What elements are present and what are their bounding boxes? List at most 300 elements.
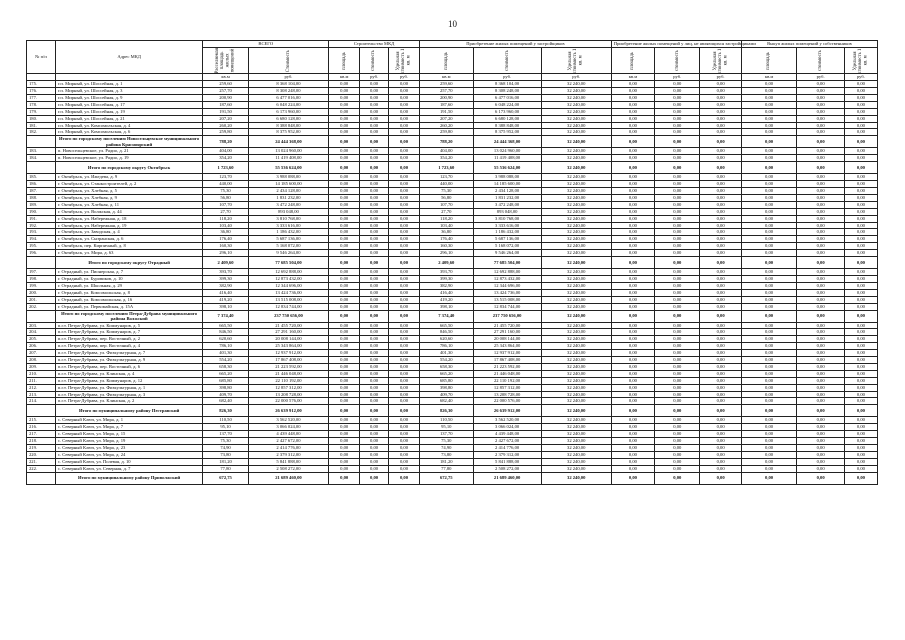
developer-area: 110,50 bbox=[419, 417, 473, 424]
developer-unit-cost: 32 240,00 bbox=[541, 122, 611, 129]
developer-cost: 77 685 504,00 bbox=[473, 257, 541, 269]
total-cost: 3 810 768,00 bbox=[248, 215, 328, 222]
nondeveloper-area: 0,00 bbox=[611, 343, 654, 350]
row-address: г. Отрадный, ул. Комсомольская, д. 16 bbox=[55, 296, 202, 303]
developer-area: 786,10 bbox=[419, 343, 473, 350]
developer-cost: 21 455 720,00 bbox=[473, 322, 541, 329]
buyout-area: 0,00 bbox=[741, 357, 797, 364]
buyout-area: 0,00 bbox=[741, 424, 797, 431]
total-area: 685,80 bbox=[203, 377, 248, 384]
unit-cell: руб. bbox=[389, 74, 420, 81]
nondeveloper-area: 0,00 bbox=[611, 257, 654, 269]
nondeveloper-cost: 0,00 bbox=[655, 269, 700, 276]
table-row bbox=[27, 398, 878, 405]
row-address: г.п. Мирный, ул. Шоссейная, д. 21 bbox=[55, 115, 202, 122]
row-address: п.г.т. Петра-Дубрава, ул. Коммунаров, д. 7 bbox=[55, 329, 202, 336]
nondeveloper-cost: 0,00 bbox=[655, 377, 700, 384]
total-area: 788,20 bbox=[203, 136, 248, 148]
build-cost: 0,00 bbox=[360, 201, 389, 208]
total-cost: 4 439 448,00 bbox=[248, 431, 328, 438]
buyout-area: 0,00 bbox=[741, 363, 797, 370]
buyout-cost: 0,00 bbox=[797, 122, 844, 129]
developer-unit-cost: 32 240,00 bbox=[541, 155, 611, 162]
developer-area: 181,20 bbox=[419, 458, 473, 465]
row-number: 191. bbox=[27, 215, 56, 222]
buyout-cost: 0,00 bbox=[797, 451, 844, 458]
build-area: 0,00 bbox=[329, 155, 360, 162]
nondeveloper-area: 0,00 bbox=[611, 115, 654, 122]
build-area: 0,00 bbox=[329, 162, 360, 174]
subheader-cell: Удельная стоимость 1 кв. м bbox=[844, 47, 877, 73]
developer-unit-cost: 32 240,00 bbox=[541, 417, 611, 424]
build-cost: 0,00 bbox=[360, 384, 389, 391]
table-row bbox=[27, 391, 878, 398]
developer-area: 176,40 bbox=[419, 236, 473, 243]
nondeveloper-unit-cost: 0,00 bbox=[700, 282, 741, 289]
buyout-area: 0,00 bbox=[741, 250, 797, 257]
developer-cost: 2 434 128,00 bbox=[473, 188, 541, 195]
nondeveloper-area: 0,00 bbox=[611, 296, 654, 303]
build-unit-cost: 0,00 bbox=[389, 343, 420, 350]
buyout-area: 0,00 bbox=[741, 122, 797, 129]
row-address: с. Северный Ключ, ул. Мира, д. 15 bbox=[55, 431, 202, 438]
total-area: 36,80 bbox=[203, 229, 248, 236]
developer-area: 107,70 bbox=[419, 201, 473, 208]
build-cost: 0,00 bbox=[360, 229, 389, 236]
buyout-area: 0,00 bbox=[741, 405, 797, 417]
row-number: 212. bbox=[27, 384, 56, 391]
total-area: 399,30 bbox=[203, 275, 248, 282]
buyout-unit-cost: 0,00 bbox=[844, 115, 877, 122]
total-cost: 22 110 192,00 bbox=[248, 377, 328, 384]
build-cost: 0,00 bbox=[360, 115, 389, 122]
build-area: 0,00 bbox=[329, 282, 360, 289]
build-area: 0,00 bbox=[329, 391, 360, 398]
subheader-cell: стоимость bbox=[797, 47, 844, 73]
developer-area: 404,00 bbox=[419, 148, 473, 155]
developer-unit-cost: 32 240,00 bbox=[541, 465, 611, 472]
table-row bbox=[27, 377, 878, 384]
row-address: Итого по городскому округу Октябрьск bbox=[55, 162, 202, 174]
build-unit-cost: 0,00 bbox=[389, 350, 420, 357]
build-unit-cost: 0,00 bbox=[389, 81, 420, 88]
build-area: 0,00 bbox=[329, 275, 360, 282]
total-area: 187,60 bbox=[203, 101, 248, 108]
nondeveloper-area: 0,00 bbox=[611, 370, 654, 377]
nondeveloper-unit-cost: 0,00 bbox=[700, 289, 741, 296]
total-cost: 12 857 312,00 bbox=[248, 384, 328, 391]
buyout-area: 0,00 bbox=[741, 303, 797, 310]
developer-cost: 26 639 912,00 bbox=[473, 405, 541, 417]
build-cost: 0,00 bbox=[360, 391, 389, 398]
table-row bbox=[27, 357, 878, 364]
developer-area: 393,70 bbox=[419, 269, 473, 276]
build-cost: 0,00 bbox=[360, 129, 389, 136]
buyout-area: 0,00 bbox=[741, 370, 797, 377]
nondeveloper-cost: 0,00 bbox=[655, 424, 700, 431]
subtotal-row bbox=[27, 257, 878, 269]
buyout-cost: 0,00 bbox=[797, 236, 844, 243]
nondeveloper-cost: 0,00 bbox=[655, 215, 700, 222]
buyout-area: 0,00 bbox=[741, 94, 797, 101]
build-cost: 0,00 bbox=[360, 343, 389, 350]
developer-area: 137,70 bbox=[419, 431, 473, 438]
developer-unit-cost: 32 240,00 bbox=[541, 350, 611, 357]
developer-area: 260,20 bbox=[419, 122, 473, 129]
total-cost: 8 308 248,00 bbox=[248, 88, 328, 95]
developer-cost: 21 689 460,00 bbox=[473, 472, 541, 484]
buyout-area: 0,00 bbox=[741, 398, 797, 405]
buyout-area: 0,00 bbox=[741, 322, 797, 329]
total-area: 56,80 bbox=[203, 194, 248, 201]
developer-area: 259,60 bbox=[419, 81, 473, 88]
total-area: 259,60 bbox=[203, 81, 248, 88]
developer-unit-cost: 32 240,00 bbox=[541, 194, 611, 201]
nondeveloper-area: 0,00 bbox=[611, 148, 654, 155]
developer-unit-cost: 32 240,00 bbox=[541, 445, 611, 452]
total-cost: 5 168 072,00 bbox=[248, 243, 328, 250]
build-cost: 0,00 bbox=[360, 357, 389, 364]
buyout-area: 0,00 bbox=[741, 417, 797, 424]
row-address: г. Октябрьск, ул. Заводская, д. 4 bbox=[55, 229, 202, 236]
nondeveloper-unit-cost: 0,00 bbox=[700, 188, 741, 195]
build-cost: 0,00 bbox=[360, 398, 389, 405]
build-unit-cost: 0,00 bbox=[389, 417, 420, 424]
buyout-unit-cost: 0,00 bbox=[844, 350, 877, 357]
build-cost: 0,00 bbox=[360, 162, 389, 174]
developer-area: 554,20 bbox=[419, 357, 473, 364]
buyout-area: 0,00 bbox=[741, 215, 797, 222]
build-unit-cost: 0,00 bbox=[389, 181, 420, 188]
nondeveloper-cost: 0,00 bbox=[655, 136, 700, 148]
total-area: 826,30 bbox=[203, 405, 248, 417]
build-area: 0,00 bbox=[329, 431, 360, 438]
build-cost: 0,00 bbox=[360, 81, 389, 88]
table-row bbox=[27, 194, 878, 201]
build-unit-cost: 0,00 bbox=[389, 201, 420, 208]
developer-area: 788,20 bbox=[419, 136, 473, 148]
developer-cost: 12 857 312,00 bbox=[473, 384, 541, 391]
row-number: 187. bbox=[27, 188, 56, 195]
developer-cost: 11 419 408,00 bbox=[473, 155, 541, 162]
unit-cell: руб. bbox=[473, 74, 541, 81]
build-cost: 0,00 bbox=[360, 350, 389, 357]
developer-cost: 3 066 024,00 bbox=[473, 424, 541, 431]
row-address: п.г.т. Петра-Дубрава, ул. Физкультурная, д. 7 bbox=[55, 350, 202, 357]
nondeveloper-area: 0,00 bbox=[611, 215, 654, 222]
total-area: 73,80 bbox=[203, 451, 248, 458]
nondeveloper-cost: 0,00 bbox=[655, 208, 700, 215]
developer-cost: 12 834 744,00 bbox=[473, 303, 541, 310]
total-area: 665,20 bbox=[203, 370, 248, 377]
total-cost: 26 639 912,00 bbox=[248, 405, 328, 417]
nondeveloper-cost: 0,00 bbox=[655, 472, 700, 484]
nondeveloper-cost: 0,00 bbox=[655, 329, 700, 336]
build-area: 0,00 bbox=[329, 269, 360, 276]
nondeveloper-cost: 0,00 bbox=[655, 438, 700, 445]
buyout-unit-cost: 0,00 bbox=[844, 417, 877, 424]
total-area: 77,80 bbox=[203, 465, 248, 472]
nondeveloper-area: 0,00 bbox=[611, 431, 654, 438]
buyout-unit-cost: 0,00 bbox=[844, 174, 877, 181]
buyout-unit-cost: 0,00 bbox=[844, 236, 877, 243]
buyout-area: 0,00 bbox=[741, 115, 797, 122]
table-row bbox=[27, 188, 878, 195]
developer-unit-cost: 32 240,00 bbox=[541, 424, 611, 431]
nondeveloper-cost: 0,00 bbox=[655, 431, 700, 438]
developer-area: 399,30 bbox=[419, 275, 473, 282]
buyout-unit-cost: 0,00 bbox=[844, 310, 877, 322]
unit-cell: руб. bbox=[248, 74, 328, 81]
developer-unit-cost: 32 240,00 bbox=[541, 181, 611, 188]
buyout-unit-cost: 0,00 bbox=[844, 194, 877, 201]
build-area: 0,00 bbox=[329, 136, 360, 148]
developer-unit-cost: 32 240,00 bbox=[541, 357, 611, 364]
developer-area: 257,70 bbox=[419, 88, 473, 95]
subheader-cell: Стоимость bbox=[248, 47, 328, 73]
build-cost: 0,00 bbox=[360, 236, 389, 243]
table-row bbox=[27, 243, 878, 250]
table-row bbox=[27, 384, 878, 391]
row-address: г. Октябрьск, ул. Волжская, д. 44 bbox=[55, 208, 202, 215]
row-number: 177. bbox=[27, 94, 56, 101]
build-cost: 0,00 bbox=[360, 465, 389, 472]
buyout-cost: 0,00 bbox=[797, 350, 844, 357]
developer-cost: 12 873 432,00 bbox=[473, 275, 541, 282]
developer-area: 826,30 bbox=[419, 405, 473, 417]
total-cost: 8 368 104,00 bbox=[248, 81, 328, 88]
developer-unit-cost: 32 240,00 bbox=[541, 310, 611, 322]
developer-cost: 6 680 128,00 bbox=[473, 115, 541, 122]
developer-cost: 12 937 912,00 bbox=[473, 350, 541, 357]
nondeveloper-cost: 0,00 bbox=[655, 343, 700, 350]
subheader-cell: площадь bbox=[329, 47, 360, 73]
group-nondeveloper-header: Приобретение жилых помещений у лиц, не являющихся застройщиками bbox=[611, 41, 741, 48]
nondeveloper-cost: 0,00 bbox=[655, 391, 700, 398]
build-cost: 0,00 bbox=[360, 405, 389, 417]
build-cost: 0,00 bbox=[360, 155, 389, 162]
developer-unit-cost: 32 240,00 bbox=[541, 174, 611, 181]
buyout-area: 0,00 bbox=[741, 236, 797, 243]
buyout-unit-cost: 0,00 bbox=[844, 94, 877, 101]
nondeveloper-area: 0,00 bbox=[611, 250, 654, 257]
row-number: 210. bbox=[27, 370, 56, 377]
developer-area: 620,60 bbox=[419, 336, 473, 343]
nondeveloper-unit-cost: 0,00 bbox=[700, 243, 741, 250]
build-area: 0,00 bbox=[329, 350, 360, 357]
unit-cell: кв.м bbox=[203, 74, 248, 81]
buyout-unit-cost: 0,00 bbox=[844, 289, 877, 296]
buyout-area: 0,00 bbox=[741, 257, 797, 269]
build-cost: 0,00 bbox=[360, 250, 389, 257]
build-area: 0,00 bbox=[329, 445, 360, 452]
total-area: 401,30 bbox=[203, 350, 248, 357]
build-unit-cost: 0,00 bbox=[389, 424, 420, 431]
buyout-cost: 0,00 bbox=[797, 289, 844, 296]
buyout-cost: 0,00 bbox=[797, 405, 844, 417]
col-num-header: № п/п bbox=[27, 41, 56, 74]
nondeveloper-unit-cost: 0,00 bbox=[700, 417, 741, 424]
table-row bbox=[27, 122, 878, 129]
nondeveloper-unit-cost: 0,00 bbox=[700, 194, 741, 201]
nondeveloper-unit-cost: 0,00 bbox=[700, 458, 741, 465]
developer-cost: 3 333 616,00 bbox=[473, 222, 541, 229]
buyout-unit-cost: 0,00 bbox=[844, 458, 877, 465]
developer-unit-cost: 32 240,00 bbox=[541, 81, 611, 88]
nondeveloper-unit-cost: 0,00 bbox=[700, 174, 741, 181]
subheader-cell: стоимость bbox=[360, 47, 389, 73]
table-row bbox=[27, 350, 878, 357]
buyout-area: 0,00 bbox=[741, 296, 797, 303]
developer-cost: 14 185 600,00 bbox=[473, 181, 541, 188]
build-unit-cost: 0,00 bbox=[389, 303, 420, 310]
subheader-cell: Удельная стоимость 1 кв. м bbox=[541, 47, 611, 73]
buyout-cost: 0,00 bbox=[797, 445, 844, 452]
buyout-unit-cost: 0,00 bbox=[844, 405, 877, 417]
nondeveloper-area: 0,00 bbox=[611, 438, 654, 445]
developer-cost: 893 048,00 bbox=[473, 208, 541, 215]
row-number: 209. bbox=[27, 363, 56, 370]
build-cost: 0,00 bbox=[360, 424, 389, 431]
row-number: 221. bbox=[27, 458, 56, 465]
build-area: 0,00 bbox=[329, 465, 360, 472]
row-number: 211. bbox=[27, 377, 56, 384]
nondeveloper-unit-cost: 0,00 bbox=[700, 108, 741, 115]
buyout-unit-cost: 0,00 bbox=[844, 215, 877, 222]
nondeveloper-unit-cost: 0,00 bbox=[700, 445, 741, 452]
total-cost: 1 831 232,00 bbox=[248, 194, 328, 201]
nondeveloper-unit-cost: 0,00 bbox=[700, 336, 741, 343]
nondeveloper-cost: 0,00 bbox=[655, 88, 700, 95]
nondeveloper-area: 0,00 bbox=[611, 236, 654, 243]
build-cost: 0,00 bbox=[360, 101, 389, 108]
build-area: 0,00 bbox=[329, 250, 360, 257]
build-cost: 0,00 bbox=[360, 188, 389, 195]
nondeveloper-area: 0,00 bbox=[611, 472, 654, 484]
total-area: 123,70 bbox=[203, 174, 248, 181]
nondeveloper-unit-cost: 0,00 bbox=[700, 148, 741, 155]
subtotal-row bbox=[27, 405, 878, 417]
buyout-cost: 0,00 bbox=[797, 431, 844, 438]
developer-area: 665,20 bbox=[419, 370, 473, 377]
total-cost: 13 024 960,00 bbox=[248, 148, 328, 155]
build-unit-cost: 0,00 bbox=[389, 310, 420, 322]
page-number: 10 bbox=[448, 19, 457, 29]
build-cost: 0,00 bbox=[360, 108, 389, 115]
row-address: г. Отрадный, ул. Школьная, д. 29 bbox=[55, 282, 202, 289]
table-row bbox=[27, 336, 878, 343]
build-area: 0,00 bbox=[329, 94, 360, 101]
total-cost: 6 048 224,00 bbox=[248, 101, 328, 108]
total-cost: 12 937 912,00 bbox=[248, 350, 328, 357]
row-number: 195. bbox=[27, 243, 56, 250]
build-cost: 0,00 bbox=[360, 136, 389, 148]
buyout-cost: 0,00 bbox=[797, 296, 844, 303]
build-cost: 0,00 bbox=[360, 451, 389, 458]
buyout-cost: 0,00 bbox=[797, 148, 844, 155]
nondeveloper-area: 0,00 bbox=[611, 310, 654, 322]
row-address: Итого по муниципальному району Пестравский bbox=[55, 405, 202, 417]
total-cost: 20 008 144,00 bbox=[248, 336, 328, 343]
build-unit-cost: 0,00 bbox=[389, 129, 420, 136]
total-cost: 21 689 460,00 bbox=[248, 472, 328, 484]
buyout-cost: 0,00 bbox=[797, 194, 844, 201]
build-area: 0,00 bbox=[329, 201, 360, 208]
buyout-cost: 0,00 bbox=[797, 155, 844, 162]
total-area: 200,90 bbox=[203, 94, 248, 101]
developer-cost: 27 291 160,00 bbox=[473, 329, 541, 336]
buyout-unit-cost: 0,00 bbox=[844, 81, 877, 88]
total-area: 75,30 bbox=[203, 438, 248, 445]
nondeveloper-cost: 0,00 bbox=[655, 229, 700, 236]
total-cost: 13 424 736,00 bbox=[248, 289, 328, 296]
build-area: 0,00 bbox=[329, 194, 360, 201]
row-number: 208. bbox=[27, 357, 56, 364]
developer-cost: 13 424 736,00 bbox=[473, 289, 541, 296]
developer-area: 398,80 bbox=[419, 384, 473, 391]
build-unit-cost: 0,00 bbox=[389, 94, 420, 101]
buyout-cost: 0,00 bbox=[797, 282, 844, 289]
row-address: г. Отрадный, ул. Пионерская, д. 7 bbox=[55, 269, 202, 276]
total-cost: 12 692 888,00 bbox=[248, 269, 328, 276]
nondeveloper-area: 0,00 bbox=[611, 108, 654, 115]
nondeveloper-unit-cost: 0,00 bbox=[700, 208, 741, 215]
build-area: 0,00 bbox=[329, 243, 360, 250]
developer-area: 259,80 bbox=[419, 129, 473, 136]
build-cost: 0,00 bbox=[360, 417, 389, 424]
build-cost: 0,00 bbox=[360, 282, 389, 289]
build-area: 0,00 bbox=[329, 424, 360, 431]
row-address: п.г.т. Петра-Дубрава, ул. Клинская, д. 2 bbox=[55, 398, 202, 405]
row-number: 189. bbox=[27, 201, 56, 208]
buyout-unit-cost: 0,00 bbox=[844, 269, 877, 276]
total-area: 416,40 bbox=[203, 289, 248, 296]
total-area: 404,00 bbox=[203, 148, 248, 155]
total-area: 191,50 bbox=[203, 108, 248, 115]
row-address: п.г.т. Петра-Дубрава, ул. Коммунаров, д. 12 bbox=[55, 377, 202, 384]
row-number bbox=[27, 257, 56, 269]
mkd-resettlement-table bbox=[26, 40, 878, 485]
nondeveloper-unit-cost: 0,00 bbox=[700, 229, 741, 236]
row-number: 214. bbox=[27, 398, 56, 405]
developer-area: 95,10 bbox=[419, 424, 473, 431]
table-row bbox=[27, 250, 878, 257]
row-address: г. Октябрьск, ул. Сызранская, д. 6 bbox=[55, 236, 202, 243]
nondeveloper-cost: 0,00 bbox=[655, 148, 700, 155]
table-row bbox=[27, 236, 878, 243]
buyout-area: 0,00 bbox=[741, 384, 797, 391]
nondeveloper-area: 0,00 bbox=[611, 445, 654, 452]
total-cost: 13 208 728,00 bbox=[248, 391, 328, 398]
developer-unit-cost: 32 240,00 bbox=[541, 201, 611, 208]
nondeveloper-unit-cost: 0,00 bbox=[700, 322, 741, 329]
build-unit-cost: 0,00 bbox=[389, 445, 420, 452]
nondeveloper-area: 0,00 bbox=[611, 357, 654, 364]
nondeveloper-cost: 0,00 bbox=[655, 101, 700, 108]
total-cost: 55 536 624,00 bbox=[248, 162, 328, 174]
nondeveloper-unit-cost: 0,00 bbox=[700, 101, 741, 108]
developer-cost: 3 472 248,00 bbox=[473, 201, 541, 208]
total-area: 354,20 bbox=[203, 155, 248, 162]
buyout-area: 0,00 bbox=[741, 391, 797, 398]
build-cost: 0,00 bbox=[360, 370, 389, 377]
build-unit-cost: 0,00 bbox=[389, 257, 420, 269]
buyout-unit-cost: 0,00 bbox=[844, 208, 877, 215]
buyout-unit-cost: 0,00 bbox=[844, 445, 877, 452]
developer-unit-cost: 32 240,00 bbox=[541, 384, 611, 391]
build-cost: 0,00 bbox=[360, 438, 389, 445]
buyout-unit-cost: 0,00 bbox=[844, 465, 877, 472]
